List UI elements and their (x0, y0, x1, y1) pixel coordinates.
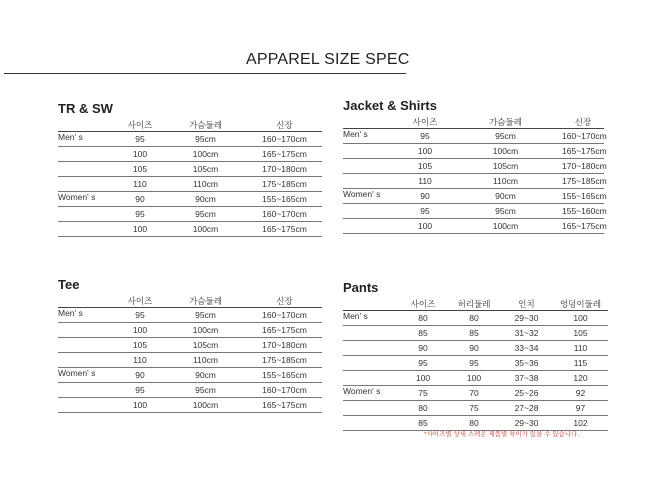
table-cell: 95 (448, 356, 500, 371)
header-cell-group (343, 117, 401, 129)
table-cell: 100cm (164, 398, 247, 413)
table-cell: 160~170cm (247, 383, 322, 398)
table-cell: 90 (448, 341, 500, 356)
table-cell: 95 (116, 132, 164, 147)
header-cell: 사이즈 (116, 120, 164, 132)
table-cell: 175~185cm (247, 177, 322, 192)
table-cell: 155~165cm (247, 192, 322, 207)
group-label (58, 323, 116, 338)
header-cell: 가슴둘레 (449, 117, 562, 129)
group-label (58, 162, 116, 177)
table-cell: 110cm (449, 174, 562, 189)
table-cell: 110cm (164, 353, 247, 368)
table-cell: 110 (116, 177, 164, 192)
table-cell: 100cm (449, 219, 562, 234)
group-label: Men' s (58, 132, 116, 147)
table-cell: 95cm (449, 129, 562, 144)
table-cell: 170~180cm (247, 162, 322, 177)
group-label: Women' s (343, 189, 401, 204)
table-cell: 100cm (164, 147, 247, 162)
table-cell: 100 (116, 222, 164, 237)
header-cell: 인치 (500, 299, 553, 311)
table-cell: 120 (553, 371, 608, 386)
table-cell: 160~170cm (562, 129, 604, 144)
group-label (58, 177, 116, 192)
section-title-tr-sw: TR & SW (58, 101, 113, 116)
table-cell: 95cm (164, 207, 247, 222)
table-cell: 75 (398, 386, 448, 401)
table-cell: 95cm (164, 308, 247, 323)
table-cell: 100 (448, 371, 500, 386)
table-row (58, 308, 322, 323)
table-row (58, 222, 322, 237)
size-table-pants (343, 299, 608, 431)
table-header-row (343, 299, 608, 311)
table-row (58, 353, 322, 368)
group-label: Men' s (58, 308, 116, 323)
table-cell: 105cm (164, 162, 247, 177)
group-label (58, 383, 116, 398)
header-cell: 사이즈 (398, 299, 448, 311)
header-cell: 신장 (247, 296, 322, 308)
group-label: Women' s (343, 386, 398, 401)
table-row (343, 129, 604, 144)
table-cell: 160~170cm (247, 207, 322, 222)
section-tee (58, 277, 322, 413)
table-cell: 110 (553, 341, 608, 356)
table-row (343, 311, 608, 326)
table-header-row (58, 296, 322, 308)
section-jacket-shirts (343, 98, 607, 234)
group-label (343, 356, 398, 371)
table-cell: 95 (116, 308, 164, 323)
group-label (343, 219, 401, 234)
table-cell: 165~175cm (247, 147, 322, 162)
table-cell: 165~175cm (562, 144, 604, 159)
header-cell: 사이즈 (116, 296, 164, 308)
title-divider (4, 73, 406, 74)
table-cell: 25~26 (500, 386, 553, 401)
table-cell: 160~170cm (247, 308, 322, 323)
table-cell: 100 (398, 371, 448, 386)
table-row (58, 383, 322, 398)
table-cell: 95 (401, 204, 449, 219)
table-cell: 155~165cm (562, 189, 604, 204)
table-cell: 33~34 (500, 341, 553, 356)
table-cell: 100 (116, 398, 164, 413)
table-cell: 90 (398, 341, 448, 356)
table-cell: 170~180cm (247, 338, 322, 353)
table-row (343, 144, 604, 159)
table-cell: 29~30 (500, 311, 553, 326)
group-label: Women' s (58, 368, 116, 383)
header-cell: 가슴둘레 (164, 120, 247, 132)
group-label (58, 147, 116, 162)
table-row (58, 338, 322, 353)
group-label (343, 159, 401, 174)
section-title-tee: Tee (58, 277, 80, 292)
table-cell: 165~175cm (247, 398, 322, 413)
group-label (343, 416, 398, 431)
table-row (343, 341, 608, 356)
table-row (58, 323, 322, 338)
group-label (343, 371, 398, 386)
table-cell: 102 (553, 416, 608, 431)
group-label (343, 401, 398, 416)
table-cell: 80 (448, 311, 500, 326)
table-cell: 90cm (449, 189, 562, 204)
group-label: Women' s (58, 192, 116, 207)
table-cell: 105 (116, 338, 164, 353)
table-row (58, 177, 322, 192)
header-cell: 사이즈 (401, 117, 449, 129)
header-cell-group (58, 120, 116, 132)
table-cell: 85 (448, 326, 500, 341)
table-cell: 100 (116, 323, 164, 338)
table-cell: 27~28 (500, 401, 553, 416)
header-cell: 신장 (247, 120, 322, 132)
page-title: APPAREL SIZE SPEC (246, 51, 410, 68)
table-header-row (58, 120, 322, 132)
table-cell: 80 (398, 401, 448, 416)
table-cell: 90 (401, 189, 449, 204)
table-row (343, 174, 604, 189)
table-row (343, 326, 608, 341)
size-table-tee (58, 296, 322, 413)
table-cell: 95 (398, 356, 448, 371)
section-pants (343, 280, 608, 431)
table-cell: 95 (116, 207, 164, 222)
table-cell: 90 (116, 192, 164, 207)
table-cell: 175~185cm (562, 174, 604, 189)
table-row (58, 368, 322, 383)
table-cell: 155~165cm (247, 368, 322, 383)
table-cell: 85 (398, 416, 448, 431)
header-cell: 신장 (562, 117, 604, 129)
size-table-tr-sw (58, 120, 322, 237)
group-label: Men' s (343, 129, 401, 144)
table-cell: 105cm (449, 159, 562, 174)
table-cell: 165~175cm (562, 219, 604, 234)
table-cell: 100 (553, 311, 608, 326)
section-title-jacket-shirts: Jacket & Shirts (343, 98, 437, 113)
table-cell: 80 (398, 311, 448, 326)
table-row (343, 189, 604, 204)
table-cell: 31~32 (500, 326, 553, 341)
header-cell: 엉덩이둘레 (553, 299, 608, 311)
table-cell: 110cm (164, 177, 247, 192)
group-label (343, 144, 401, 159)
group-label (343, 204, 401, 219)
header-cell: 가슴둘레 (164, 296, 247, 308)
table-row (58, 398, 322, 413)
table-cell: 100cm (449, 144, 562, 159)
header-cell-group (58, 296, 116, 308)
table-cell: 97 (553, 401, 608, 416)
table-cell: 95 (116, 383, 164, 398)
table-cell: 105 (116, 162, 164, 177)
group-label (343, 341, 398, 356)
group-label (343, 326, 398, 341)
table-row (343, 204, 604, 219)
table-cell: 100 (401, 144, 449, 159)
table-row (58, 192, 322, 207)
table-cell: 110 (401, 174, 449, 189)
table-cell: 29~30 (500, 416, 553, 431)
disclaimer-note: *사이즈별 상세 스펙은 제품별 차이가 있을 수 있습니다. (424, 431, 580, 438)
table-row (343, 219, 604, 234)
group-label (58, 338, 116, 353)
group-label (343, 174, 401, 189)
table-row (343, 371, 608, 386)
table-cell: 35~36 (500, 356, 553, 371)
table-cell: 75 (448, 401, 500, 416)
group-label (58, 207, 116, 222)
table-row (343, 386, 608, 401)
table-cell: 160~170cm (247, 132, 322, 147)
table-cell: 110 (116, 353, 164, 368)
table-cell: 100 (116, 147, 164, 162)
group-label (58, 398, 116, 413)
table-row (58, 162, 322, 177)
table-cell: 175~185cm (247, 353, 322, 368)
table-row (58, 207, 322, 222)
table-cell: 85 (398, 326, 448, 341)
table-cell: 100cm (164, 222, 247, 237)
table-cell: 90cm (164, 368, 247, 383)
table-cell: 105cm (164, 338, 247, 353)
table-cell: 70 (448, 386, 500, 401)
group-label (58, 222, 116, 237)
table-cell: 95cm (449, 204, 562, 219)
table-cell: 95cm (164, 132, 247, 147)
table-header-row (343, 117, 604, 129)
size-table-jacket-shirts (343, 117, 607, 234)
group-label: Men' s (343, 311, 398, 326)
section-tr-sw (58, 101, 322, 237)
table-cell: 95cm (164, 383, 247, 398)
table-row (58, 147, 322, 162)
table-row (58, 132, 322, 147)
table-cell: 90 (116, 368, 164, 383)
table-cell: 37~38 (500, 371, 553, 386)
table-cell: 105 (401, 159, 449, 174)
table-cell: 100 (401, 219, 449, 234)
table-cell: 95 (401, 129, 449, 144)
table-row (343, 356, 608, 371)
table-cell: 80 (448, 416, 500, 431)
table-cell: 155~160cm (562, 204, 604, 219)
table-cell: 170~180cm (562, 159, 604, 174)
table-cell: 90cm (164, 192, 247, 207)
table-cell: 105 (553, 326, 608, 341)
table-cell: 115 (553, 356, 608, 371)
table-row (343, 159, 604, 174)
group-label (58, 353, 116, 368)
table-cell: 165~175cm (247, 323, 322, 338)
table-row (343, 401, 608, 416)
table-cell: 165~175cm (247, 222, 322, 237)
table-cell: 100cm (164, 323, 247, 338)
section-title-pants: Pants (343, 280, 379, 295)
header-cell: 허리둘레 (448, 299, 500, 311)
table-cell: 92 (553, 386, 608, 401)
header-cell-group (343, 299, 398, 311)
